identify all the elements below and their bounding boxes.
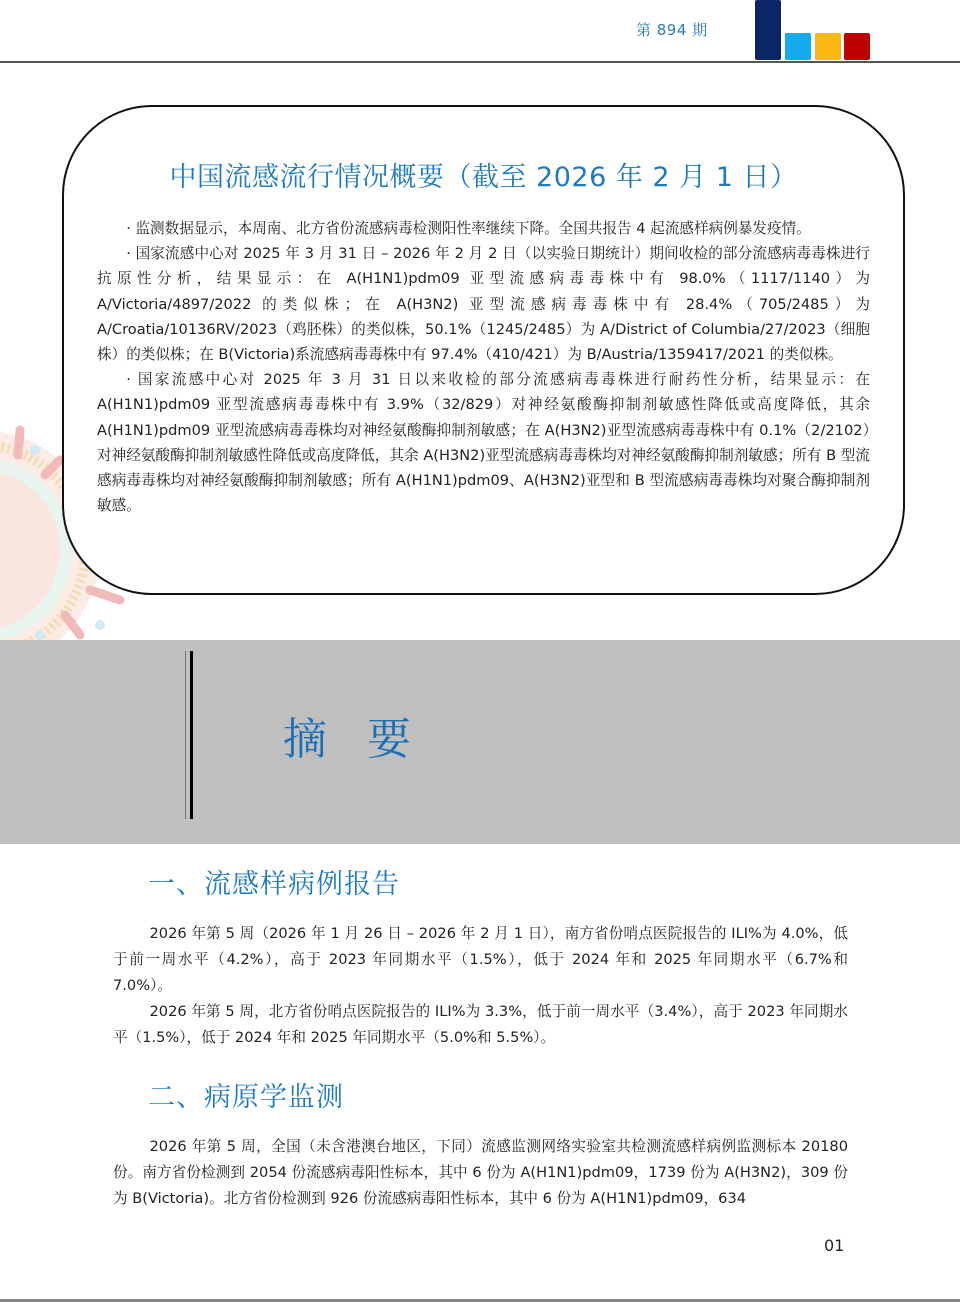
abstract-banner xyxy=(0,640,960,844)
section-paragraph: 2026 年第 5 周，北方省份哨点医院报告的 ILI%为 3.3%，低于前一周水平（3.4%），高于 2023 年同期水平（1.5%），低于 2024 年和 2025 年同期水平（5.0%和 5.5%）。 xyxy=(113,1003,848,1046)
banner-divider-thick xyxy=(190,651,193,819)
section-heading-pathogen: 二、病原学监测 xyxy=(148,1082,344,1113)
section-paragraph: 2026 年第 5 周（2026 年 1 月 26 日 – 2026 年 2 月 1 日），南方省份哨点医院报告的 ILI%为 4.0%，低于前一周水平（4.2%），高于 2023 年同期水平（1.5%），低于 2024 年和 2025 年同期水平（6.7%和 7.0%）。 xyxy=(113,925,848,994)
summary-paragraph: · 国家流感中心对 2025 年 3 月 31 日以来收检的部分流感病毒毒株进行耐药性分析，结果显示：在 A(H1N1)pdm09 亚型流感病毒毒株中有 3.9%（32/829）对神经氨酸酶抑制剂敏感性降低或高度降低，其余 A(H1N1)pdm09 亚型流感病毒毒株均对神经氨酸酶抑制剂敏感；在 A(H3N2)亚型流感病毒毒株中有 0.1%（2/2102）对神经氨酸酶抑制剂敏感性降低或高度降低，其余 A(H3N2)亚型流感病毒毒株均对神经氨酸酶抑制剂敏感；所有 B 型流感病毒毒株均对神经氨酸酶抑制剂敏感；所有 A(H1N1)pdm09、A(H3N2)亚型和 B 型流感病毒毒株均对聚合酶抑制剂敏感。 xyxy=(97,371,870,515)
header-divider xyxy=(0,61,960,63)
logo-bar-cyan xyxy=(785,33,811,60)
logo-bar-yellow xyxy=(815,33,841,60)
banner-divider-thin xyxy=(185,651,186,819)
summary-body xyxy=(97,216,870,518)
section-heading-ili: 一、流感样病例报告 xyxy=(148,869,400,900)
page-number: 01 xyxy=(824,1236,845,1255)
issue-number: 第 894 期 xyxy=(636,21,708,39)
logo-bar-navy xyxy=(755,0,781,60)
summary-paragraph: · 国家流感中心对 2025 年 3 月 31 日 – 2026 年 2 月 2 日（以实验日期统计）期间收检的部分流感病毒毒株进行抗原性分析，结果显示：在 A(H1N1)pdm09 亚型流感病毒毒株中有 98.0%（1117/1140）为 A/Victoria/4897/2022 的类似株；在 A(H3N2) 亚型流感病毒毒株中有 28.4%（705/2485）为 A/Croatia/10136RV/2023（鸡胚株）的类似株，50.1%（1245/2485）为 A/District of Columbia/27/2023（细胞株）的类似株；在 B(Victoria)系流感病毒毒株中有 97.4%（410/421）为 B/Austria/1359417/2021 的类似株。 xyxy=(97,245,870,364)
section-body-ili xyxy=(113,921,848,1051)
section-body-pathogen xyxy=(113,1134,848,1212)
logo-bar-red xyxy=(844,33,870,60)
section-paragraph: 2026 年第 5 周，全国（未含港澳台地区，下同）流感监测网络实验室共检测流感样病例监测标本 20180 份。南方省份检测到 2054 份流感病毒阳性标本，其中 6 份为 A(H1N1)pdm09，1739 份为 A(H3N2)，309 份为 B(Victoria)。北方省份检测到 926 份流感病毒阳性标本，其中 6 份为 A(H1N1)pdm09，634 xyxy=(113,1138,848,1207)
abstract-title: 摘要 xyxy=(283,714,451,765)
summary-title: 中国流感流行情况概要（截至 2026 年 2 月 1 日） xyxy=(169,162,798,193)
summary-paragraph: · 监测数据显示，本周南、北方省份流感病毒检测阳性率继续下降。全国共报告 4 起流感样病例暴发疫情。 xyxy=(126,220,811,237)
